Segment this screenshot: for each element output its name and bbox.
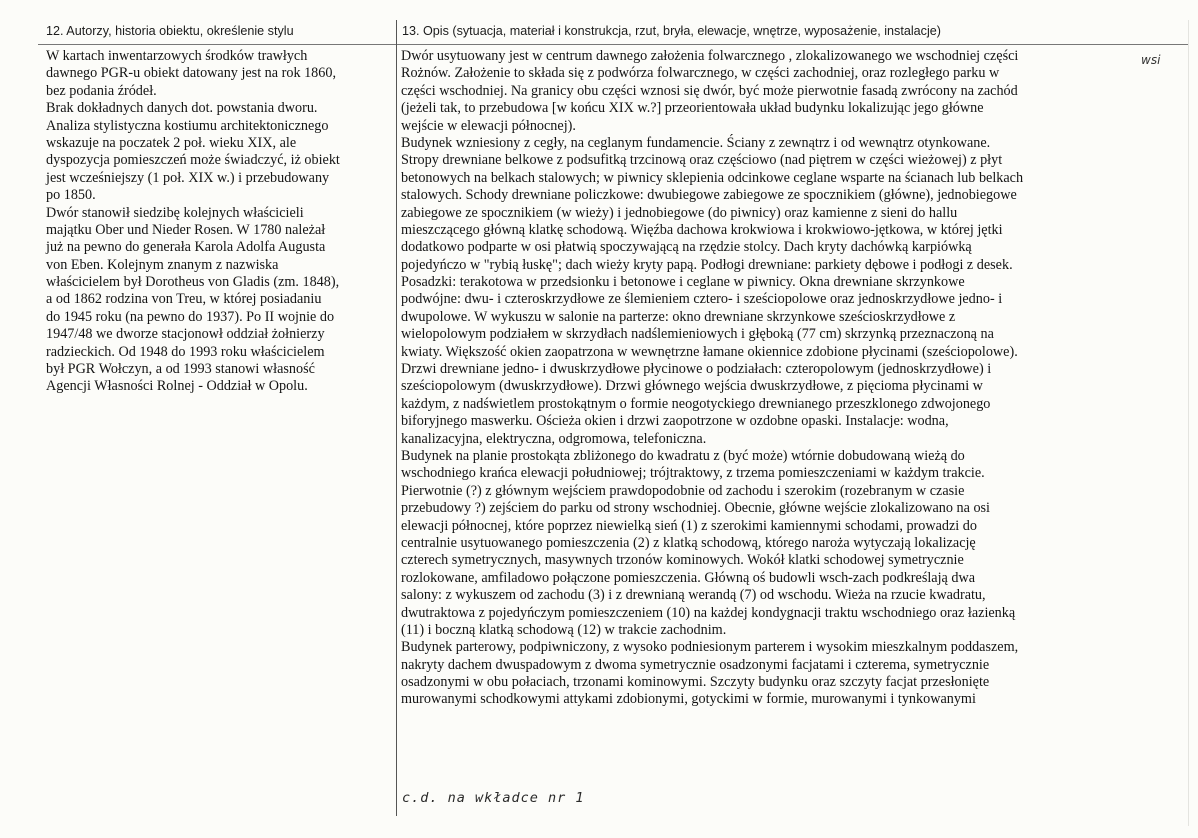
text-line: Rożnów. Założenie to składa się z podwórza folwarcznego, w części zachodniej, oraz rozległego parku w	[401, 65, 1000, 82]
text-line: dwutraktowa z pojedyńczym pomieszczeniem (10) na każdej kondygnacji traktu wschodniego oraz łazienką	[401, 604, 1016, 621]
handwritten-continuation-note: c.d. na wkładce nr 1	[402, 790, 585, 806]
text-line: dawnego PGR-u obiekt datowany jest na rok 1860,	[46, 65, 337, 82]
text-line: każdym, z nadświetlem prostokątnym o formie neogotyckiego drewnianego przeszklonego zdwojonego	[401, 395, 991, 412]
text-line: rozlokowane, amfiladowo połączone pomieszczenia. Główną oś budowli wsch-zach podkreślają dwa	[401, 569, 975, 586]
text-line: pojedyńczo w "rybią łuskę"; dach wieży kryty papą. Podłogi drewniane: parkiety dębowe i podłogi z desek.	[401, 256, 1013, 273]
text-line: von Eben. Kolejnym znanym z nazwiska	[46, 256, 279, 273]
text-line: przebudowy ?) zejściem do parku od strony wschodniej. Obecnie, główne wejście zlokalizowano na osi	[401, 500, 990, 517]
text-line: osadzonymi w obu połaciach, trzonami kominowymi. Szczyty budynku oraz szczyty facjat przesłonięte	[401, 674, 990, 691]
text-line: czterech symetrycznych, masywnych trzonów kominowych. Wokół klatki schodowej symetrycznie	[401, 552, 964, 569]
text-line: bez podania źródeł.	[46, 82, 157, 99]
text-line: dwupolowe. W wykuszu w salonie na parterze: okno drewniane skrzynkowe sześcioskrzydłowe z	[401, 308, 956, 325]
text-line: nakryty dachem dwuspadowym z dwoma symetrycznie osadzonymi facjatami i czterema, symetrycznie	[401, 656, 990, 673]
column-divider	[396, 20, 397, 816]
text-line: wejście w elewacji północnej).	[401, 117, 576, 134]
text-line: wskazuje na poczatek 2 poł. wieku XIX, ale	[46, 134, 297, 151]
text-line: Drzwi drewniane jedno- i dwuskrzydłowe płycinowe o podziałach: czteropolowym (jednoskrzydłowe) i	[401, 361, 992, 378]
text-line: Stropy drewniane belkowe z podsufitką trzcinową oraz częściowo (nad piętrem w części wieżowej) z płyt	[401, 152, 1003, 169]
text-line: już na pewno do generała Karola Adolfa Augusta	[46, 239, 326, 256]
text-line: salony: z wykuszem od zachodu (3) i z drewnianą werandą (7) od wschodu. Wieża na rzucie kwadratu,	[401, 587, 986, 604]
text-line: do 1945 roku (na pewno do 1937). Po II wojnie do	[46, 308, 335, 325]
text-line: części wschodniej. Na granicy obu części wznosi się dwór, być może pierwotnie fasadą zwrócony na zachód	[401, 82, 1018, 99]
text-line: Budynek parterowy, podpiwniczony, z wysoko podniesionym parterem i wysokim mieszkalnym poddaszem,	[401, 639, 1019, 656]
text-line: W kartach inwentarzowych środków trawłych	[46, 48, 308, 64]
text-line: sześciopolowym (dwuskrzydłowe). Drzwi głównego wejścia dwuskrzydłowe, z pięcioma płycinami w	[401, 378, 983, 395]
section-13-header: 13. Opis (sytuacja, materiał i konstrukcja, rzut, bryła, elewacje, wnętrze, wyposażenie, instalacje)	[402, 24, 941, 38]
text-line: kanalizacyjna, elektryczna, odgromowa, telefoniczna.	[401, 430, 707, 447]
text-line: mieszczącego główną klatkę schodową. Więźba dachowa krokwiowa i krokwiowo-jętkowa, w której jętki	[401, 221, 1003, 238]
text-line: zabiegowe ze spocznikiem (w wieży) i jednobiegowe (do piwnicy) oraz kamienne z sieni do hallu	[401, 204, 958, 221]
header-divider	[38, 44, 1188, 45]
text-line: (11) i boczną klatką schodową (12) w trakcie zachodnim.	[401, 621, 727, 638]
text-line: wschodniego krańca elewacji południowej; trójtraktowy, z trzema pomieszczeniami w każdym trakcie.	[401, 465, 985, 482]
text-line: wielopolowym podziałem w skrzydłach nadślemieniowych i głęboką (77 cm) skrzynką przeznaczoną na	[401, 326, 994, 343]
text-line: dyspozycja pomieszczeń może świadczyć, iż obiekt	[46, 152, 340, 169]
text-line: betonowych na belkach stalowych; w piwnicy sklepienia odcinkowe ceglane wsparte na ścianach lub belkach	[401, 169, 1024, 186]
text-line: Pierwotnie (?) z głównym wejściem prawdopodobnie od zachodu i szerokim (rozebranym w czasie	[401, 482, 965, 499]
text-line: po 1850.	[46, 187, 96, 204]
text-line: murowanymi schodkowymi attykami zdobionymi, gotyckimi w formie, murowanymi i tynkowanymi	[401, 691, 976, 708]
text-line: Analiza stylistyczna kostiumu architektonicznego	[46, 117, 329, 134]
text-line: elewacji północnej, które poprzez niewielką sień (1) z szerokimi kamiennymi schodami, prowadzi do	[401, 517, 977, 534]
section-12-text	[46, 48, 392, 396]
section-13-text	[401, 48, 1191, 709]
text-line: kwiaty. Większość okien zaopatrzona w wewnętrzne łamane okiennice zdobione płycinami (sześciopolowe).	[401, 343, 1018, 360]
text-line: Budynek na planie prostokąta zbliżonego do kwadratu z (być może) wtórnie dobudowaną wieżą do	[401, 447, 965, 464]
text-line: Posadzki: terakotowa w przedsionku i betonowe i ceglane w piwnicy. Okna drewniane skrzynkowe	[401, 274, 965, 291]
text-line: Budynek wzniesiony z cegły, na ceglanym fundamencie. Ściany z zewnątrz i od wewnątrz otynkowane.	[401, 134, 991, 151]
text-line: właścicielem był Dorotheus von Gladis (zm. 1848),	[46, 274, 340, 291]
text-line: Dwór usytuowany jest w centrum dawnego założenia folwarcznego , zlokalizowanego we wschodniej części	[401, 48, 1019, 64]
text-line: podwójne: dwu- i czteroskrzydłowe ze ślemieniem cztero- i sześciopolowe oraz jednoskrzydłowe jedno- i	[401, 291, 1003, 308]
text-line: Agencji Własności Rolnej - Oddział w Opolu.	[46, 378, 308, 395]
text-line: Brak dokładnych danych dot. powstania dworu.	[46, 100, 318, 117]
text-line: Dwór stanowił siedzibę kolejnych właścicieli	[46, 204, 304, 221]
text-line: majątku Ober und Nieder Rosen. W 1780 należał	[46, 221, 326, 238]
section-12-header: 12. Autorzy, historia obiektu, określenie stylu	[46, 24, 294, 38]
text-line: radzieckich. Od 1948 do 1993 roku właścicielem	[46, 343, 325, 360]
text-line: stalowych. Schody drewniane policzkowe: dwubiegowe zabiegowe ze spocznikiem (główne), jednobiegowe	[401, 187, 1017, 204]
text-line: dodatkowo podparte w osi płatwią spoczywającą na rzędzie stolcy. Dach kryty dachówką karpiówką	[401, 239, 972, 256]
handwritten-margin-note: wsi	[1141, 53, 1161, 67]
text-line: był PGR Wołczyn, a od 1993 stanowi własność	[46, 361, 315, 378]
text-line: centralnie usytuowanego pomieszczenia (2) z klatką schodową, którego naroża wytyczają lokalizację	[401, 534, 976, 551]
text-line: 1947/48 we dworze stacjonowł oddział żołnierzy	[46, 326, 325, 343]
text-line: a od 1862 rodzina von Treu, w której posiadaniu	[46, 291, 322, 308]
text-line: (jeżeli tak, to przebudowa [w końcu XIX w.?] przeorientowała układ budynku lokalizując jego główne	[401, 100, 984, 117]
text-line: jest wcześniejszy (1 poł. XIX w.) i przebudowany	[46, 169, 330, 186]
text-line: biforyjnego maswerku. Ościeża okien i drzwi zaopotrzone w ozdobne opaski. Instalacje: wodna,	[401, 413, 949, 430]
